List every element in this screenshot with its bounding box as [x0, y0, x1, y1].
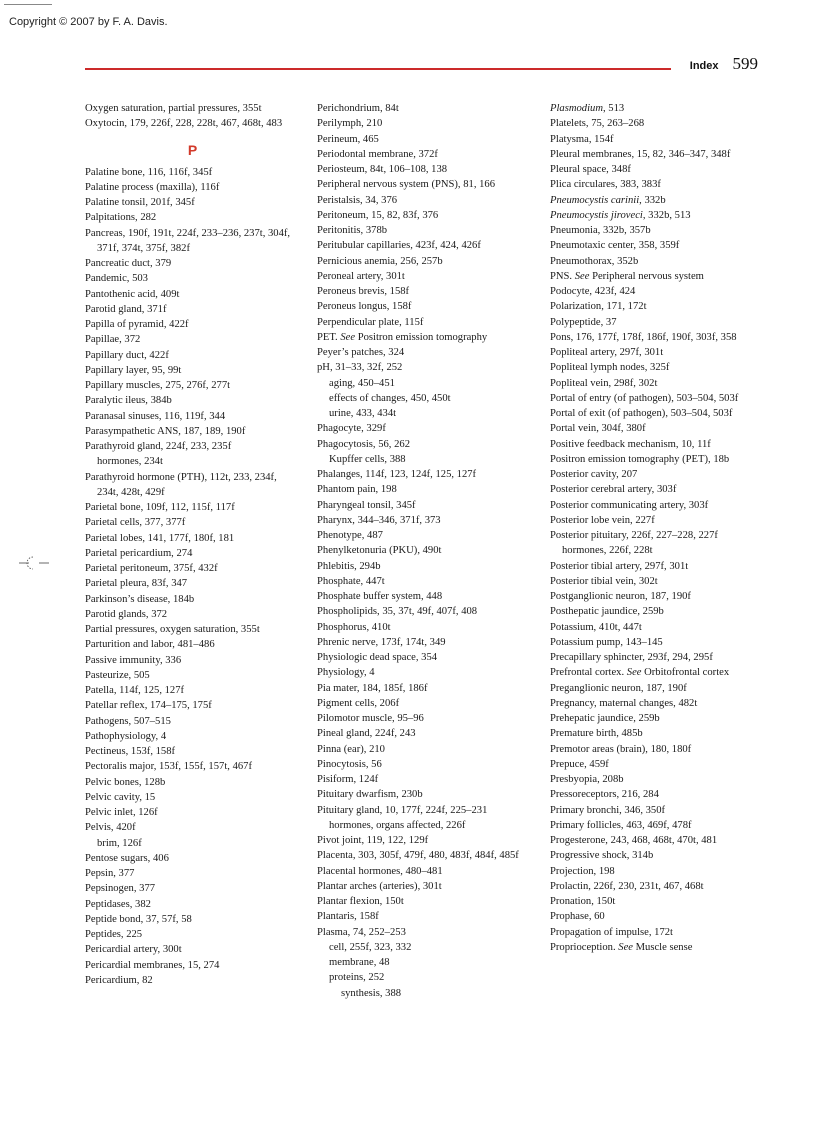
- index-entry: Pituitary gland, 10, 177f, 224f, 225–231: [317, 804, 488, 816]
- index-subentry: aging, 450–451: [329, 377, 395, 389]
- index-entry: Physiologic dead space, 354: [317, 652, 438, 663]
- see-reference: See: [626, 667, 642, 679]
- index-entry: Pericardium, 82: [85, 974, 153, 986]
- index-entry: [550, 193, 765, 208]
- index-entry: Papillary duct, 422f: [85, 349, 169, 361]
- index-subentry: Kupffer cells, 388: [329, 453, 406, 465]
- index-entry: Presbyopia, 208b: [550, 774, 624, 785]
- index-entry: Phagocyte, 329f: [317, 423, 386, 435]
- index-entry: Pentose sugars, 406: [85, 852, 169, 864]
- index-entry: Prepuce, 459f: [550, 758, 609, 770]
- index-entry: Perineum, 465: [317, 133, 379, 145]
- index-entry: Projection, 198: [550, 865, 615, 877]
- index-entry: Prophase, 60: [550, 911, 605, 923]
- index-entry: Peroneal artery, 301t: [317, 270, 405, 282]
- index-entry: Peripheral nervous system (PNS), 81, 166: [317, 179, 496, 191]
- index-entry: Potassium, 410t, 447t: [550, 621, 642, 633]
- index-entry: Premature birth, 485b: [550, 728, 643, 740]
- index-entry: Platysma, 154f: [550, 133, 614, 145]
- index-entry: Pigment cells, 206f: [317, 697, 400, 709]
- index-subentry: urine, 433, 434t: [329, 408, 397, 419]
- index-entry: [550, 665, 765, 680]
- index-column-3: [550, 101, 765, 955]
- index-entry: Primary bronchi, 346, 350f: [550, 804, 666, 816]
- index-entry: Oxygen saturation, partial pressures, 355t: [85, 103, 262, 114]
- index-subentry: synthesis, 388: [341, 987, 402, 999]
- index-entry: Plantar arches (arteries), 301t: [317, 880, 442, 892]
- see-reference: See: [340, 331, 356, 343]
- index-entry: Phosphate buffer system, 448: [317, 591, 443, 602]
- index-entry: Parasympathetic ANS, 187, 189, 190f: [85, 425, 246, 437]
- index-entry: Paranasal sinuses, 116, 119f, 344: [85, 410, 226, 422]
- index-entry: Peyer’s patches, 324: [317, 347, 405, 358]
- index-entry: Plantar flexion, 150t: [317, 896, 404, 907]
- index-entry: Papillary muscles, 275, 276f, 277t: [85, 380, 231, 391]
- index-entry: Posterior pituitary, 226f, 227–228, 227f: [550, 530, 718, 541]
- entry-locators: , 332b, 513: [642, 209, 691, 221]
- entry-locators: Positron emission tomography: [355, 331, 488, 343]
- entry-locators: Peripheral nervous system: [589, 270, 704, 282]
- index-entry: Parathyroid gland, 224f, 233, 235f: [85, 441, 232, 452]
- index-entry: Pons, 176, 177f, 178f, 186f, 190f, 303f, 358: [550, 331, 737, 343]
- index-entry: Patellar reflex, 174–175, 175f: [85, 700, 212, 712]
- index-column-2: [317, 101, 532, 1001]
- index-entry: [550, 101, 765, 116]
- index-entry: Platelets, 75, 263–268: [550, 118, 645, 130]
- entry-locators: , 513: [602, 103, 625, 114]
- index-entry: [550, 208, 765, 223]
- index-entry: Primary follicles, 463, 469f, 478f: [550, 819, 692, 831]
- index-entry: Popliteal lymph nodes, 325f: [550, 362, 670, 374]
- index-entry: Podocyte, 423f, 424: [550, 286, 636, 297]
- index-entry: Patella, 114f, 125, 127f: [85, 685, 185, 696]
- index-entry: Parietal pericardium, 274: [85, 547, 193, 559]
- index-entry: Pneumonia, 332b, 357b: [550, 225, 651, 236]
- index-entry: Polarization, 171, 172t: [550, 301, 647, 313]
- index-entry: Palpitations, 282: [85, 212, 157, 224]
- index-entry: Pelvic cavity, 15: [85, 791, 156, 803]
- entry-locators: , 332b: [639, 194, 666, 206]
- index-entry: Portal vein, 304f, 380f: [550, 423, 646, 435]
- index-entry: Peptidases, 382: [85, 898, 151, 910]
- index-entry: Peritubular capillaries, 423f, 424, 426f: [317, 240, 481, 252]
- index-entry: [550, 269, 765, 284]
- see-reference: See: [618, 941, 633, 953]
- index-entry: Papilla of pyramid, 422f: [85, 319, 189, 330]
- index-entry: Pia mater, 184, 185f, 186f: [317, 682, 428, 694]
- index-entry: Parietal lobes, 141, 177f, 180f, 181: [85, 532, 235, 544]
- index-entry: Papillae, 372: [85, 334, 141, 346]
- index-entry: Progesterone, 243, 468, 468t, 470t, 481: [550, 835, 718, 846]
- index-entry: Perilymph, 210: [317, 118, 383, 130]
- entry-term: PNS.: [550, 270, 575, 282]
- index-entry: Pasteurize, 505: [85, 669, 150, 681]
- index-entry: Pericardial membranes, 15, 274: [85, 959, 220, 971]
- index-entry: Prolactin, 226f, 230, 231t, 467, 468t: [550, 880, 704, 892]
- running-head: [690, 54, 758, 74]
- index-entry: Papillary layer, 95, 99t: [85, 364, 182, 376]
- index-entry: Pressoreceptors, 216, 284: [550, 789, 659, 801]
- index-entry: Parkinson’s disease, 184b: [85, 593, 195, 605]
- index-entry: Popliteal vein, 298f, 302t: [550, 377, 658, 389]
- index-entry: Perpendicular plate, 115f: [317, 316, 424, 328]
- index-subentry: proteins, 252: [329, 972, 385, 984]
- index-entry: Posthepatic jaundice, 259b: [550, 606, 664, 618]
- index-entry: Periosteum, 84t, 106–108, 138: [317, 164, 448, 175]
- index-entry: Phosphate, 447t: [317, 575, 385, 587]
- index-entry: Pancreatic duct, 379: [85, 258, 172, 269]
- index-entry: Pregnancy, maternal changes, 482t: [550, 697, 698, 709]
- copyright-notice: Copyright © 2007 by F. A. Davis.: [9, 16, 168, 28]
- index-entry: Parietal pleura, 83f, 347: [85, 578, 188, 590]
- index-entry: Precapillary sphincter, 293f, 294, 295f: [550, 652, 713, 663]
- page-number: 599: [732, 54, 758, 73]
- index-entry: Pinocytosis, 56: [317, 758, 382, 770]
- index-entry: Partial pressures, oxygen saturation, 355t: [85, 624, 260, 635]
- entry-term-italic: Pneumocystis carinii: [550, 194, 640, 206]
- index-entry: Posterior cavity, 207: [550, 469, 638, 480]
- entry-term: PET.: [317, 331, 341, 343]
- index-entry: Peritonitis, 378b: [317, 225, 388, 236]
- index-entry: Pivot joint, 119, 122, 129f: [317, 835, 429, 846]
- index-subentry: membrane, 48: [329, 957, 390, 968]
- index-subentry: hormones, organs affected, 226f: [329, 819, 466, 831]
- index-entry: Parotid gland, 371f: [85, 303, 167, 315]
- index-entry: Phantom pain, 198: [317, 484, 397, 496]
- index-entry: Pleural space, 348f: [550, 164, 631, 175]
- index-entry: pH, 31–33, 32f, 252: [317, 362, 403, 374]
- entry-locators: Muscle sense: [632, 941, 693, 953]
- index-entry: Pantothenic acid, 409t: [85, 288, 180, 300]
- index-entry: Phenotype, 487: [317, 530, 383, 541]
- index-entry: Premotor areas (brain), 180, 180f: [550, 743, 692, 755]
- index-entry: Pharynx, 344–346, 371f, 373: [317, 514, 441, 526]
- index-entry: Pectineus, 153f, 158f: [85, 746, 176, 757]
- index-entry: Phospholipids, 35, 37t, 49f, 407f, 408: [317, 606, 478, 618]
- index-entry: Pinna (ear), 210: [317, 743, 385, 755]
- index-entry: Palatine bone, 116, 116f, 345f: [85, 166, 213, 178]
- index-entry: Pancreas, 190f, 191t, 224f, 233–236, 237t, 304f, 371f, 374t, 375f, 382f: [85, 227, 291, 254]
- index-entry: Pisiform, 124f: [317, 774, 379, 785]
- index-subentry: cell, 255f, 323, 332: [329, 941, 412, 953]
- index-entry: Plantaris, 158f: [317, 911, 379, 923]
- index-subentry: brim, 126f: [97, 837, 142, 849]
- index-entry: Phrenic nerve, 173f, 174t, 349: [317, 636, 446, 648]
- index-entry: Plica circulares, 383, 383f: [550, 179, 661, 191]
- index-entry: Pineal gland, 224f, 243: [317, 728, 416, 740]
- index-entry: Phlebitis, 294b: [317, 560, 381, 572]
- entry-term-italic: Pneumocystis jiroveci: [550, 209, 643, 221]
- index-entry: Parietal peritoneum, 375f, 432f: [85, 563, 218, 574]
- index-entry: Posterior communicating artery, 303f: [550, 499, 709, 511]
- index-entry: Portal of exit (of pathogen), 503–504, 503f: [550, 408, 733, 419]
- index-entry: Parietal bone, 109f, 112, 115f, 117f: [85, 502, 235, 513]
- index-entry: Potassium pump, 143–145: [550, 636, 663, 648]
- running-head-label: Index: [689, 60, 719, 72]
- index-entry: Periodontal membrane, 372f: [317, 148, 438, 160]
- index-entry: Pelvic inlet, 126f: [85, 807, 158, 818]
- index-entry: Palatine tonsil, 201f, 345f: [85, 197, 195, 208]
- index-entry: Passive immunity, 336: [85, 654, 182, 666]
- header-rule: [85, 68, 671, 70]
- index-entry: Pandemic, 503: [85, 273, 148, 285]
- index-entry: Popliteal artery, 297f, 301t: [550, 347, 664, 358]
- index-entry: Physiology, 4: [317, 667, 375, 679]
- index-entry: [550, 940, 765, 955]
- index-entry: Posterior tibial vein, 302t: [550, 575, 658, 587]
- index-entry: [317, 330, 532, 345]
- index-entry: Placenta, 303, 305f, 479f, 480, 483f, 484f, 485f: [317, 850, 519, 862]
- index-entry: Pathophysiology, 4: [85, 730, 167, 742]
- index-entry: Phenylketonuria (PKU), 490t: [317, 545, 442, 557]
- see-reference: See: [574, 270, 590, 282]
- index-entry: Pelvis, 420f: [85, 822, 136, 834]
- index-subentry: hormones, 234t: [97, 456, 163, 468]
- index-entry: Pleural membranes, 15, 82, 346–347, 348f: [550, 148, 731, 160]
- index-entry: Peptides, 225: [85, 929, 143, 940]
- index-entry: Parathyroid hormone (PTH), 112t, 233, 234f, 234t, 428t, 429f: [85, 471, 277, 498]
- index-entry: Pepsinogen, 377: [85, 883, 156, 895]
- index-entry: Pelvic bones, 128b: [85, 776, 166, 788]
- index-entry: Pectoralis major, 153f, 155f, 157t, 467f: [85, 761, 252, 773]
- index-entry: Peroneus brevis, 158f: [317, 286, 410, 297]
- crop-mark-icon: [17, 553, 51, 573]
- index-entry: Perichondrium, 84t: [317, 103, 399, 114]
- index-entry: Plasma, 74, 252–253: [317, 926, 406, 938]
- index-entry: Pituitary dwarfism, 230b: [317, 789, 423, 801]
- entry-term: Prefrontal cortex.: [550, 667, 627, 679]
- entry-locators: Orbitofrontal cortex: [641, 667, 730, 679]
- index-entry: Peristalsis, 34, 376: [317, 194, 398, 206]
- index-subentry: hormones, 226f, 228t: [562, 545, 653, 557]
- index-entry: Posterior lobe vein, 227f: [550, 514, 655, 526]
- index-entry: Parietal cells, 377, 377f: [85, 517, 186, 529]
- index-entry: Paralytic ileus, 384b: [85, 395, 172, 407]
- index-entry: Phagocytosis, 56, 262: [317, 438, 410, 450]
- index-entry: Propagation of impulse, 172t: [550, 926, 673, 938]
- index-entry: Pneumotaxic center, 358, 359f: [550, 240, 680, 252]
- top-edge-mark: [4, 4, 52, 5]
- index-entry: Peritoneum, 15, 82, 83f, 376: [317, 209, 439, 221]
- index-entry: Polypeptide, 37: [550, 316, 617, 328]
- index-entry: Positive feedback mechanism, 10, 11f: [550, 438, 711, 450]
- index-entry: Preganglionic neuron, 187, 190f: [550, 682, 687, 694]
- entry-term: Proprioception.: [550, 941, 619, 953]
- index-entry: Pericardial artery, 300t: [85, 944, 182, 956]
- index-entry: Prehepatic jaundice, 259b: [550, 713, 660, 724]
- index-entry: Peroneus longus, 158f: [317, 301, 412, 313]
- index-column-1: [85, 101, 300, 988]
- index-subentry: effects of changes, 450, 450t: [329, 392, 451, 404]
- index-entry: Peptide bond, 37, 57f, 58: [85, 913, 192, 925]
- index-entry: Portal of entry (of pathogen), 503–504, 503f: [550, 392, 739, 404]
- index-entry: Posterior cerebral artery, 303f: [550, 484, 677, 496]
- index-entry: Parotid glands, 372: [85, 608, 168, 620]
- index-entry: Postganglionic neuron, 187, 190f: [550, 591, 691, 602]
- index-entry: Phalanges, 114f, 123, 124f, 125, 127f: [317, 469, 477, 480]
- index-entry: Pilomotor muscle, 95–96: [317, 713, 424, 724]
- index-entry: Pepsin, 377: [85, 868, 135, 879]
- index-entry: Parturition and labor, 481–486: [85, 639, 215, 651]
- section-letter: P: [187, 141, 198, 158]
- index-entry: Progressive shock, 314b: [550, 850, 654, 862]
- index-entry: Phosphorus, 410t: [317, 621, 391, 633]
- index-entry: Pharyngeal tonsil, 345f: [317, 499, 416, 511]
- index-entry: Pronation, 150t: [550, 896, 616, 907]
- index-entry: Pernicious anemia, 256, 257b: [317, 255, 443, 267]
- index-entry: Posterior tibial artery, 297f, 301t: [550, 560, 689, 572]
- index-entry: Oxytocin, 179, 226f, 228, 228t, 467, 468t, 483: [85, 118, 283, 130]
- entry-term-italic: Plasmodium: [550, 103, 603, 114]
- index-entry: Placental hormones, 480–481: [317, 865, 443, 877]
- index-entry: Positron emission tomography (PET), 18b: [550, 453, 730, 465]
- index-entry: Pneumothorax, 352b: [550, 255, 639, 267]
- index-entry: Palatine process (maxilla), 116f: [85, 181, 220, 193]
- index-entry: Pathogens, 507–515: [85, 715, 171, 727]
